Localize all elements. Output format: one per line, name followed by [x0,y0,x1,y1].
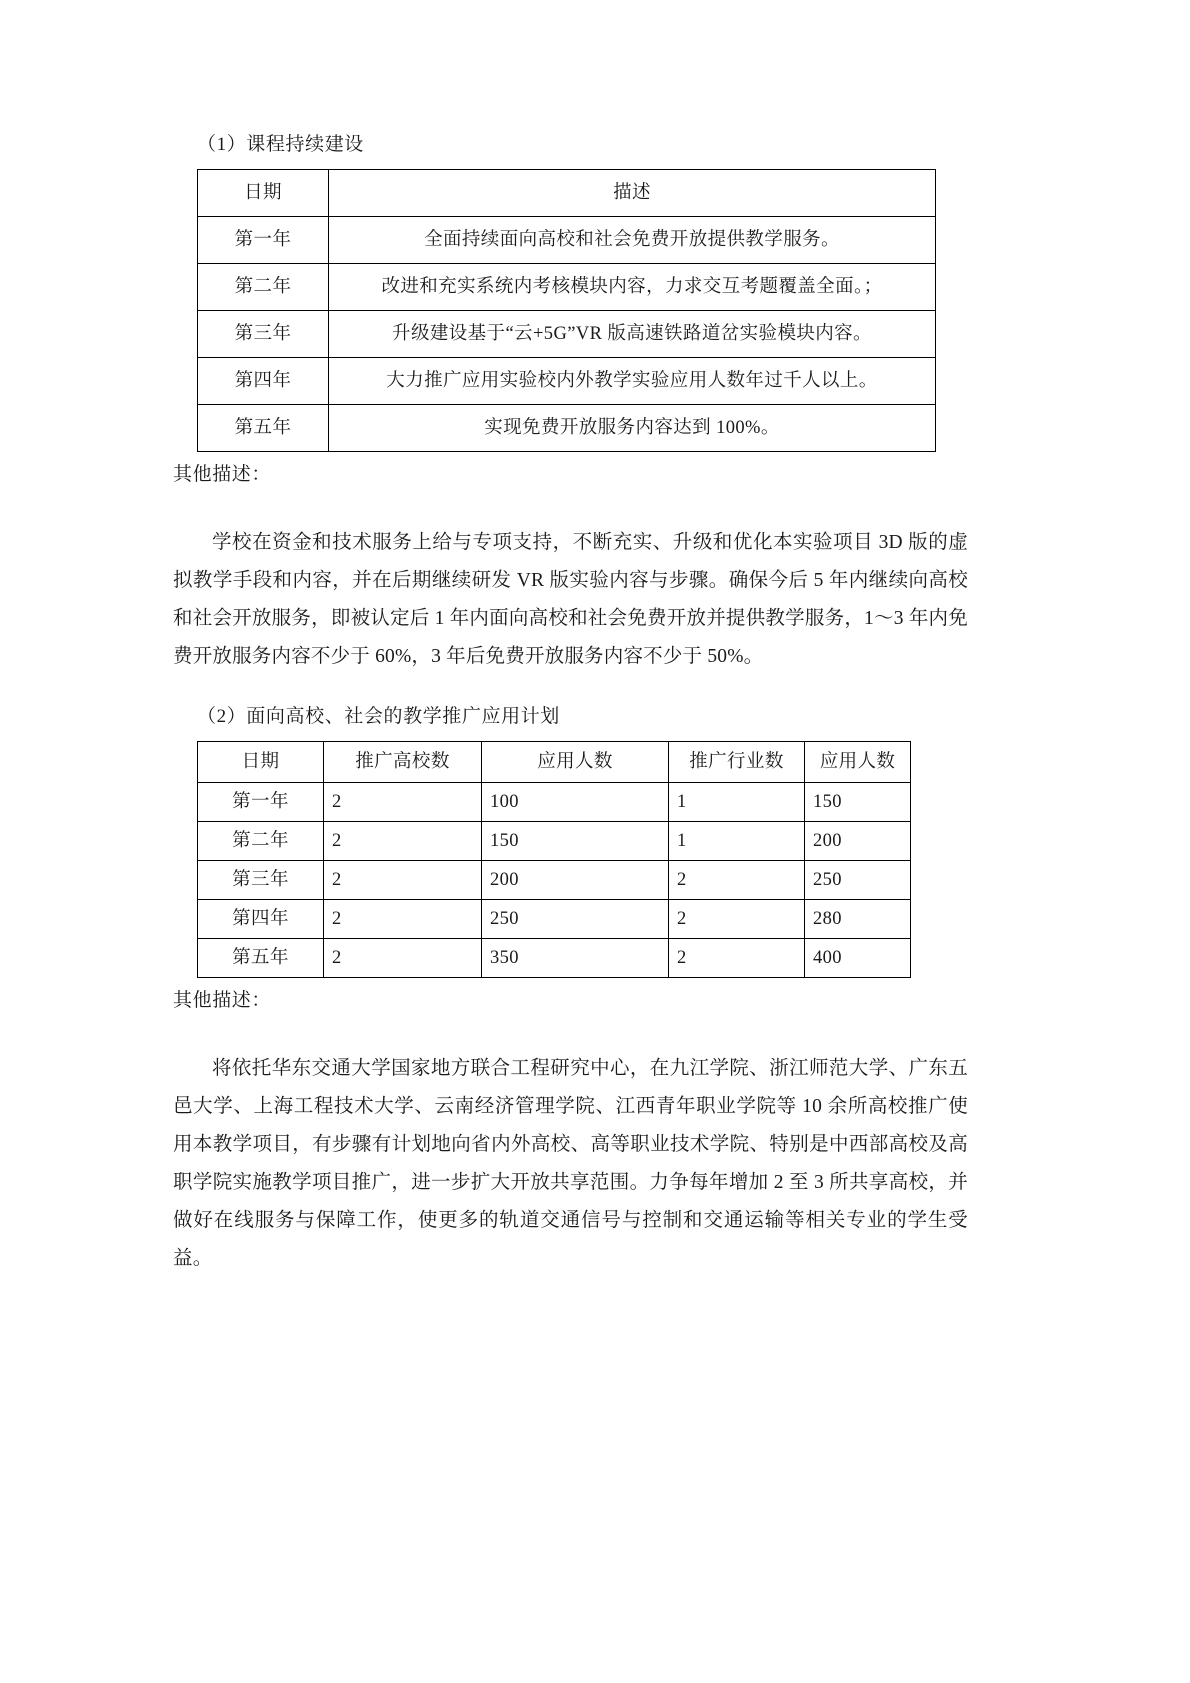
spacer [173,676,983,702]
table1-row1-description: 改进和充实系统内考核模块内容，力求交互考题覆盖全面。； [329,264,936,311]
section2-heading: （2）面向高校、社会的教学推广应用计划 [197,706,560,727]
table2-row2-date: 第三年 [198,861,324,900]
table1-header-description: 描述 [329,170,936,217]
table2-row3-users-industries: 280 [805,900,911,939]
table2-row1-users-industries: 200 [805,822,911,861]
table1-row3-date: 第四年 [198,358,329,405]
table1-header-row [198,170,936,217]
table2-row2-users-schools: 200 [482,861,669,900]
table-row [198,264,936,311]
table2-row4-users-schools: 350 [482,939,669,978]
table2-header-row [198,742,911,783]
table1-row0-description: 全面持续面向高校和社会免费开放提供教学服务。 [329,217,936,264]
table1-row2-description: 升级建设基于“云+5G”VR 版高速铁路道岔实验模块内容。 [329,311,936,358]
table-row [198,939,911,978]
section2-other-description-label: 其他描述： [173,990,272,1011]
table1-header-date: 日期 [198,170,329,217]
table-row [198,822,911,861]
table-row [198,217,936,264]
table1-row3-description: 大力推广应用实验校内外教学实验应用人数年过千人以上。 [329,358,936,405]
spacer [173,490,983,504]
table1-body [198,170,936,452]
table1-row4-description: 实现免费开放服务内容达到 100%。 [329,405,936,452]
table-row [198,783,911,822]
table-row [198,900,911,939]
table2-row3-schools: 2 [324,900,482,939]
table2-row1-users-schools: 150 [482,822,669,861]
table2-row0-users-industries: 150 [805,783,911,822]
table2-row4-users-industries: 400 [805,939,911,978]
table1-row1-date: 第二年 [198,264,329,311]
table1-row2-date: 第三年 [198,311,329,358]
table2-header-schools: 推广高校数 [324,742,482,783]
table2-row3-industries: 2 [669,900,805,939]
table2-row2-users-industries: 250 [805,861,911,900]
table2-row3-users-schools: 250 [482,900,669,939]
table2-row4-date: 第五年 [198,939,324,978]
section1-other-description-label: 其他描述： [173,464,272,485]
table2-row1-schools: 2 [324,822,482,861]
section2-paragraph: 将依托华东交通大学国家地方联合工程研究中心，在九江学院、浙江师范大学、广东五邑大学、上海工程技术大学、云南经济管理学院、江西青年职业学院等 10 余所高校推广使用本教学项目，有步骤有计划地向省内外高校、高等职业技术学院、特别是中西部高校及高职学院实施教学项目推广，进一步扩大开放共享范围。力争每年增加 2 至 3 所共享高校，并做好在线服务与保障工作，使更多的轨道交通信号与控制和交通运输等相关专业的学生受益。 [173,1058,968,1269]
table2-row4-schools: 2 [324,939,482,978]
table1-row4-date: 第五年 [198,405,329,452]
table2-row0-industries: 1 [669,783,805,822]
document-content [173,130,983,1278]
table2-row1-date: 第二年 [198,822,324,861]
table-row [198,358,936,405]
table-row [198,861,911,900]
table1-row0-date: 第一年 [198,217,329,264]
table2-row4-industries: 2 [669,939,805,978]
table2-row3-date: 第四年 [198,900,324,939]
table-row [198,405,936,452]
table2-header-users-industries: 应用人数 [805,742,911,783]
table2-header-users-schools: 应用人数 [482,742,669,783]
course-construction-table [197,169,936,452]
table2-header-date: 日期 [198,742,324,783]
table2-row2-industries: 2 [669,861,805,900]
table2-body [198,742,911,978]
table2-row0-users-schools: 100 [482,783,669,822]
section1-heading: （1）课程持续建设 [197,134,364,155]
promotion-plan-table [197,741,911,978]
table2-row1-industries: 1 [669,822,805,861]
table2-header-industries: 推广行业数 [669,742,805,783]
section1-paragraph: 学校在资金和技术服务上给与专项支持，不断充实、升级和优化本实验项目 3D 版的虚拟教学手段和内容，并在后期继续研发 VR 版实验内容与步骤。确保今后 5 年内继续向高校和社会开放服务，即被认定后 1 年内面向高校和社会免费开放并提供教学服务，1～3 年内免费开放服务内容不少于 60%，3 年后免费开放服务内容不少于 50%。 [173,532,968,667]
spacer [173,1016,983,1030]
table-row [198,311,936,358]
table2-row2-schools: 2 [324,861,482,900]
table2-row0-date: 第一年 [198,783,324,822]
table2-row0-schools: 2 [324,783,482,822]
